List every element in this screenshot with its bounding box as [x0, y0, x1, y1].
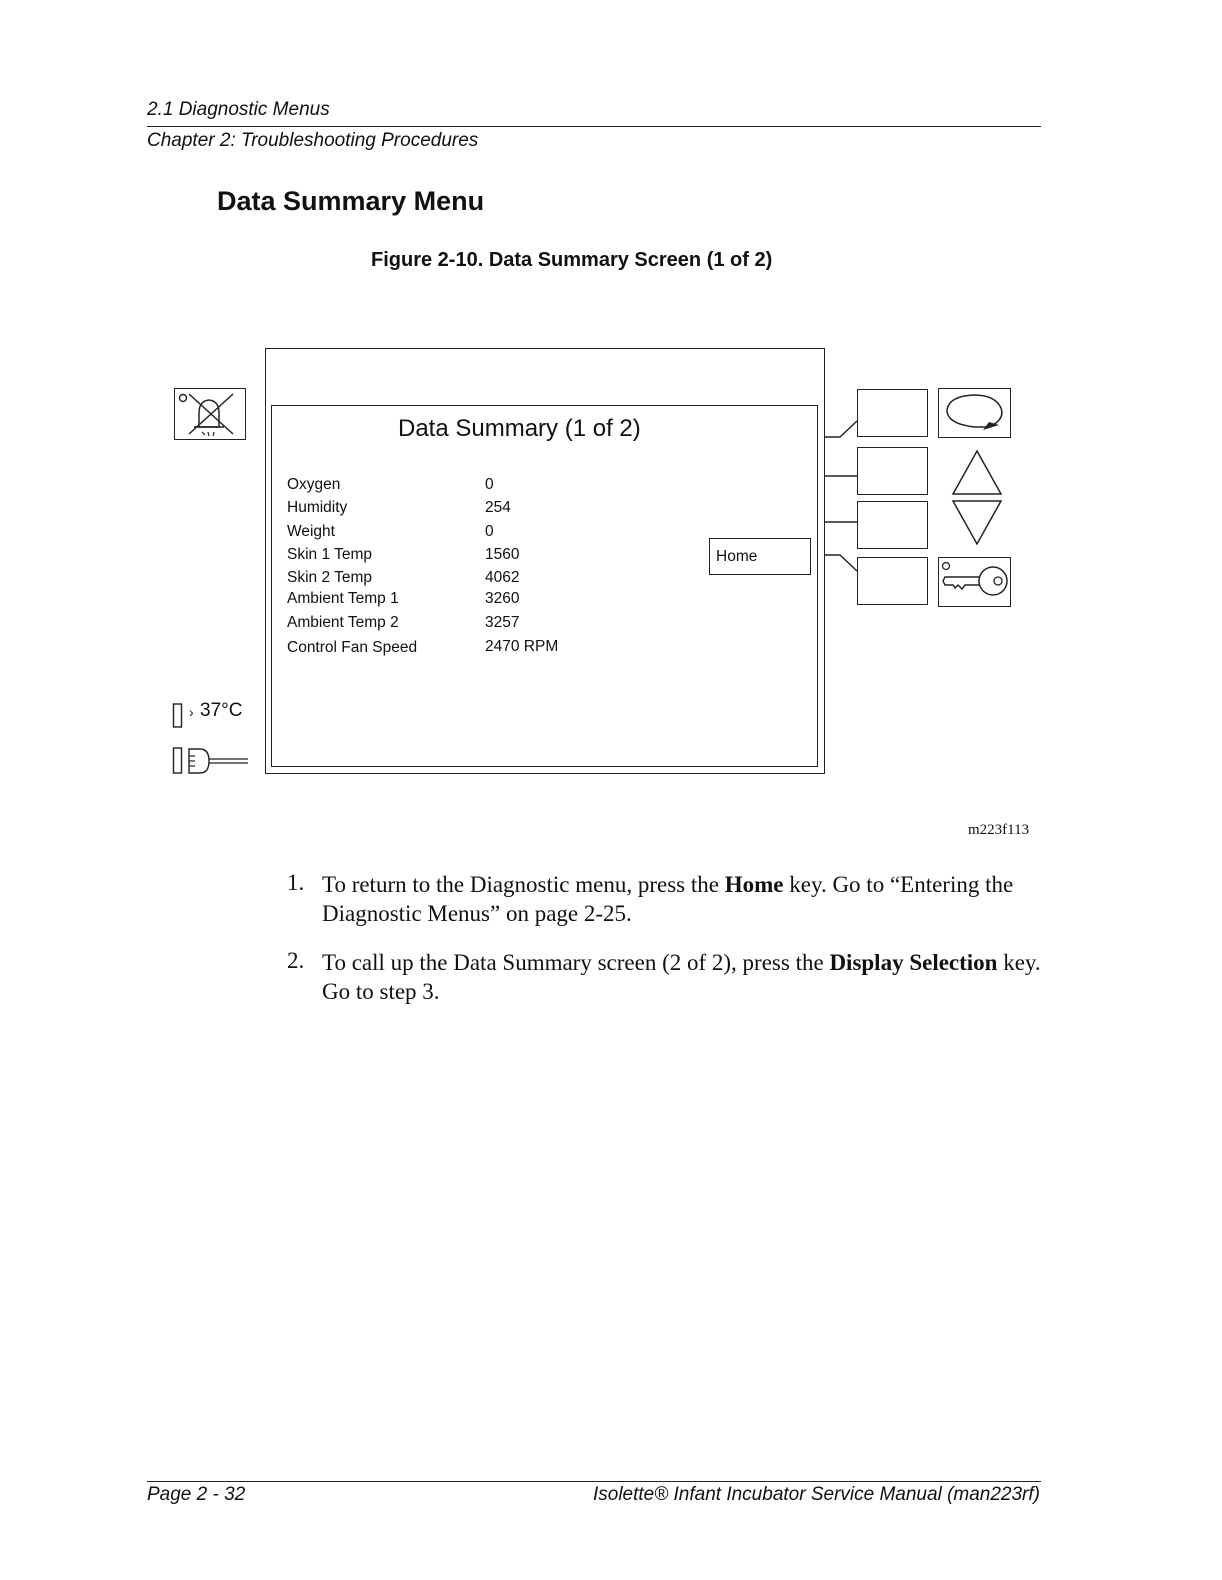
row-value-weight: 0 — [485, 523, 494, 540]
chevron-right-icon: › — [189, 704, 194, 720]
row-value-skin-1-temp: 1560 — [485, 546, 520, 563]
softkey-1[interactable] — [857, 389, 928, 437]
alarm-silence-icon — [174, 388, 246, 440]
chapter-header: Chapter 2: Troubleshooting Procedures — [147, 130, 479, 151]
softkey-3[interactable] — [857, 501, 928, 549]
key-icon[interactable] — [938, 557, 1011, 607]
manual-title: Isolette® Infant Incubator Service Manual (man223rf) — [592, 1484, 1040, 1505]
figure-caption: Figure 2-10. Data Summary Screen (1 of 2) — [371, 249, 773, 271]
row-label-weight: Weight — [287, 523, 335, 540]
section-header: 2.1 Diagnostic Menus — [147, 99, 330, 120]
row-value-ambient-temp-2: 3257 — [485, 614, 520, 631]
power-plug-icon — [172, 746, 250, 776]
home-softkey-label[interactable]: Home — [709, 538, 811, 575]
display-selection-icon[interactable] — [938, 388, 1011, 438]
step-2-post: key. Go to step 3. — [322, 950, 1041, 1004]
row-label-skin-1-temp: Skin 1 Temp — [287, 546, 373, 563]
section-title: Data Summary Menu — [217, 186, 485, 216]
down-arrow-icon[interactable] — [950, 499, 1004, 547]
row-label-ambient-temp-1: Ambient Temp 1 — [287, 590, 399, 607]
row-value-control-fan-speed: 2470 RPM — [485, 638, 559, 655]
screen-title: Data Summary (1 of 2) — [398, 415, 641, 442]
softkey-connectors — [822, 405, 862, 605]
step-1-text — [322, 870, 1042, 928]
figure-id: m223f113 — [968, 822, 1030, 838]
step-1-number: 1. — [287, 870, 305, 895]
step-1-pre: To return to the Diagnostic menu, press the — [322, 872, 725, 897]
page-number: Page 2 - 32 — [147, 1484, 246, 1505]
step-2-number: 2. — [287, 948, 305, 973]
footer-rule — [147, 1481, 1041, 1482]
temp-indicator: 37°C — [200, 700, 243, 721]
row-label-oxygen: Oxygen — [287, 476, 341, 493]
row-label-humidity: Humidity — [287, 499, 348, 516]
up-arrow-icon[interactable] — [950, 448, 1004, 496]
row-value-skin-2-temp: 4062 — [485, 569, 520, 586]
row-label-skin-2-temp: Skin 2 Temp — [287, 569, 373, 586]
step-1-post: key. Go to “Entering the Diagnostic Menus” on page 2-25. — [322, 872, 1014, 926]
step-2-text — [322, 948, 1042, 1006]
step-2-keyword: Display Selection — [829, 950, 998, 975]
row-label-control-fan-speed: Control Fan Speed — [287, 639, 418, 656]
softkey-2[interactable] — [857, 447, 928, 495]
header-rule — [147, 126, 1041, 127]
step-1-keyword: Home — [724, 872, 784, 897]
row-value-ambient-temp-1: 3260 — [485, 590, 520, 607]
row-value-oxygen: 0 — [485, 476, 494, 493]
softkey-4[interactable] — [857, 557, 928, 605]
thermometer-icon — [172, 703, 184, 729]
step-2-pre: To call up the Data Summary screen (2 of 2), press the — [322, 950, 830, 975]
row-value-humidity: 254 — [485, 499, 511, 516]
row-label-ambient-temp-2: Ambient Temp 2 — [287, 614, 399, 631]
